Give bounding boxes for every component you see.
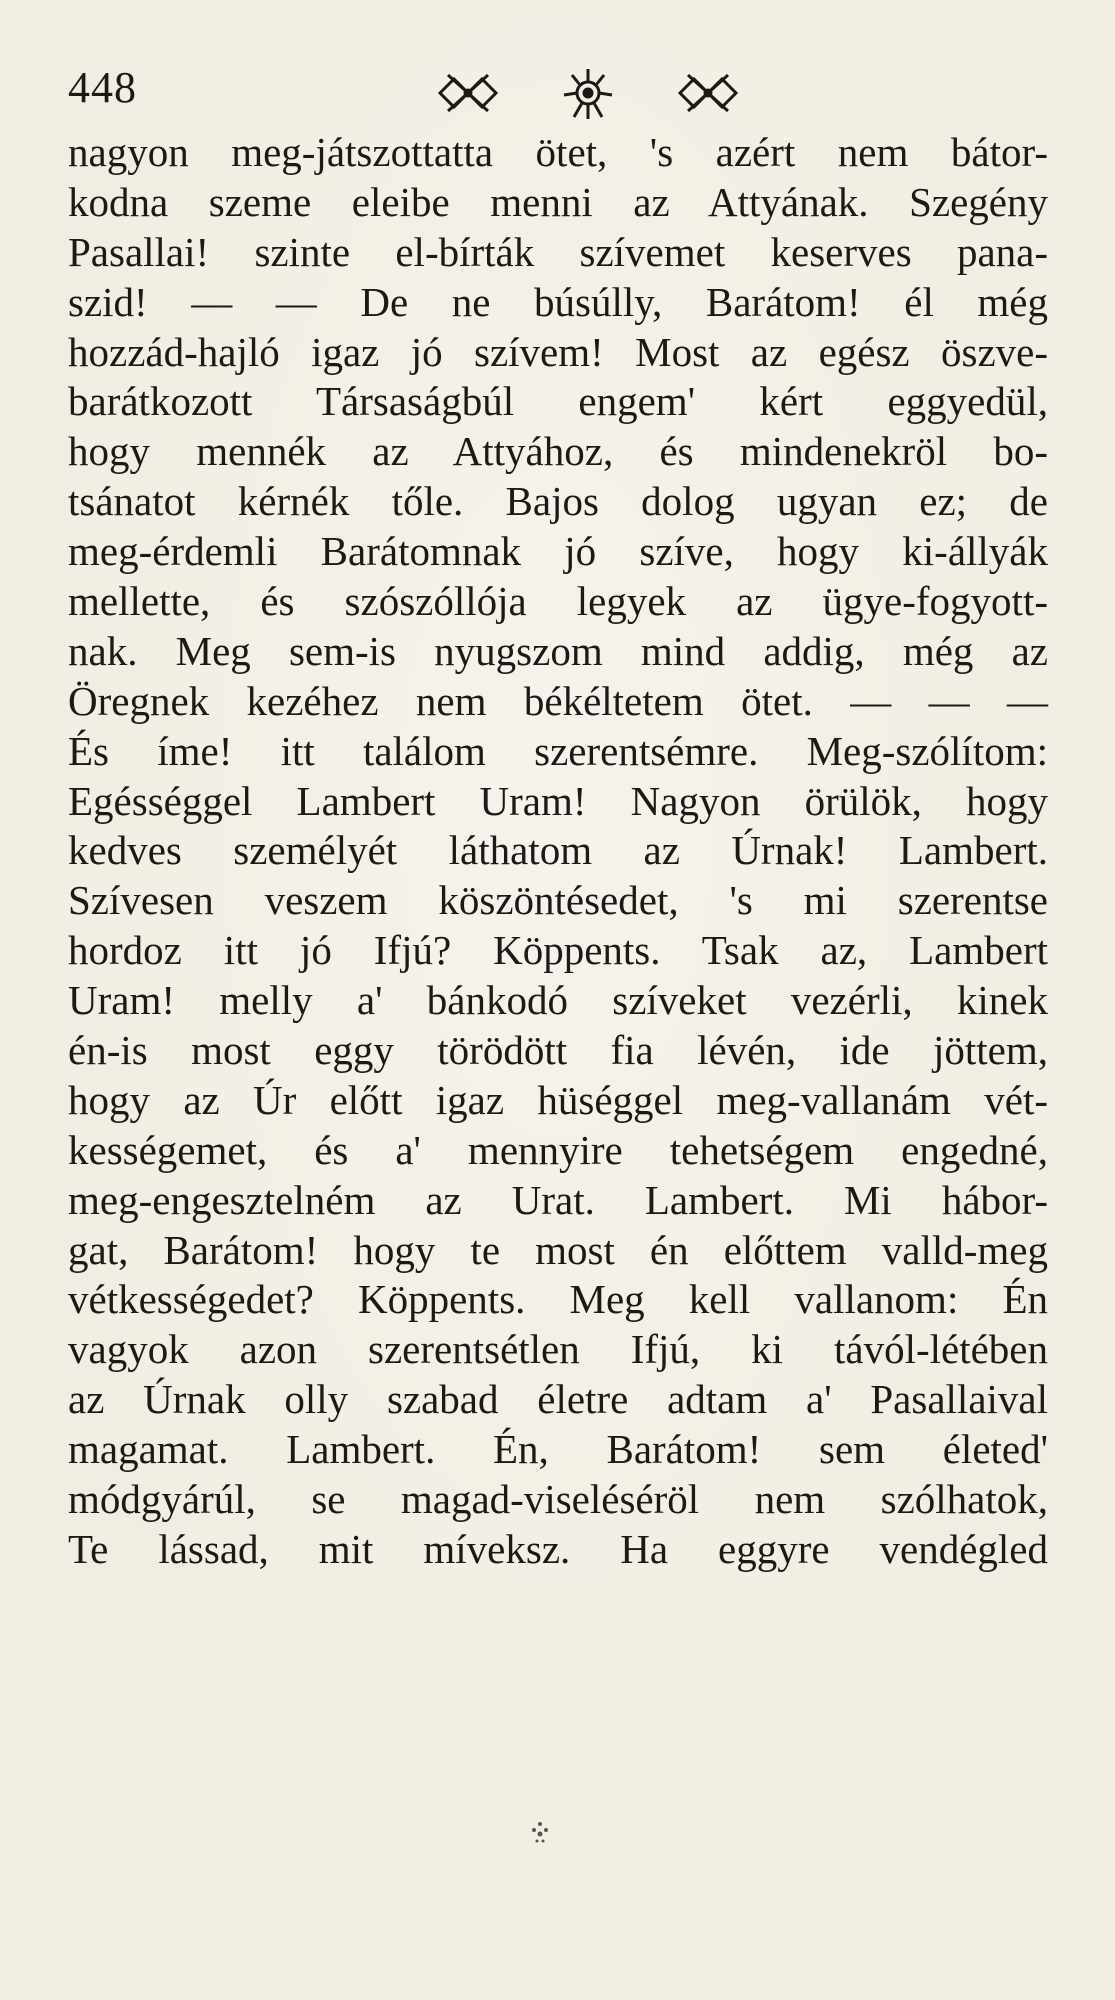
text-line: Te lássad, mit míveksz. Ha eggyre vendégled <box>68 1525 1048 1572</box>
page-number: 448 <box>68 63 137 112</box>
text-line: hordoz itt jó Ifjú? Köppents. Tsak az, Lambert <box>68 927 1048 974</box>
text-line: Egésséggel Lambert Uram! Nagyon örülök, hogy <box>68 777 1048 824</box>
text-line: én-is most eggy törödött fia lévén, ide jöttem, <box>68 1027 1048 1074</box>
text-line: nagyon meg-játszottatta ötet, 's azért nem bátor- <box>68 129 1048 175</box>
text-line: Pasallai! szinte el-bírták szívemet keserves pana- <box>68 228 1048 275</box>
text-line: Öregnek kezéhez nem békéltetem ötet. — — — <box>68 677 1048 724</box>
text-line: vagyok azon szerentsétlen Ifjú, ki távól-létében <box>68 1326 1048 1373</box>
text-line: hogy mennék az Attyához, és mindenekröl bo- <box>68 428 1048 475</box>
text-line: tsánatot kérnék tőle. Bajos dolog ugyan ez; de <box>68 478 1048 525</box>
text-line: hozzád-hajló igaz jó szívem! Most az egész öszve- <box>68 328 1048 375</box>
fleuron-ornament-icon <box>408 58 768 128</box>
text-line: gat, Barátom! hogy te most én előttem valld-meg <box>68 1226 1048 1273</box>
text-line: hogy az Úr előtt igaz hüséggel meg-vallanám vét- <box>68 1076 1048 1123</box>
text-line: kedves személyét láthatom az Úrnak! Lambert. <box>68 827 1048 874</box>
page-header <box>68 58 1048 128</box>
text-line: Szívesen veszem köszöntésedet, 's mi szerentse <box>68 877 1048 924</box>
printer-mark-icon <box>520 1818 560 1848</box>
text-line: az Úrnak olly szabad életre adtam a' Pasallaival <box>68 1376 1048 1423</box>
text-line: vétkességedet? Köppents. Meg kell vallanom: Én <box>68 1276 1048 1323</box>
text-line: mellette, és szószóllója legyek az ügye-fogyott- <box>68 578 1048 625</box>
text-line: barátkozott Társaságbúl engem' kért eggyedül, <box>68 378 1048 425</box>
body-text <box>68 128 1048 1575</box>
text-line: magamat. Lambert. Én, Barátom! sem életed' <box>68 1426 1048 1473</box>
text-line: Uram! melly a' bánkodó szíveket vezérli, kinek <box>68 977 1048 1024</box>
text-line: szid! — — De ne búsúlly, Barátom! él még <box>68 278 1048 325</box>
text-line: nak. Meg sem-is nyugszom mind addig, még az <box>68 627 1048 674</box>
text-line: meg-érdemli Barátomnak jó szíve, hogy ki-állyák <box>68 528 1048 575</box>
text-line: És íme! itt találom szerentsémre. Meg-szólítom: <box>68 727 1048 774</box>
text-line: módgyárúl, se magad-viseléséröl nem szólhatok, <box>68 1476 1048 1523</box>
text-line: kodna szeme eleibe menni az Attyának. Szegény <box>68 178 1048 225</box>
text-line: meg-engesztelném az Urat. Lambert. Mi hábor- <box>68 1176 1048 1223</box>
text-line: kességemet, és a' mennyire tehetségem engedné, <box>68 1126 1048 1173</box>
